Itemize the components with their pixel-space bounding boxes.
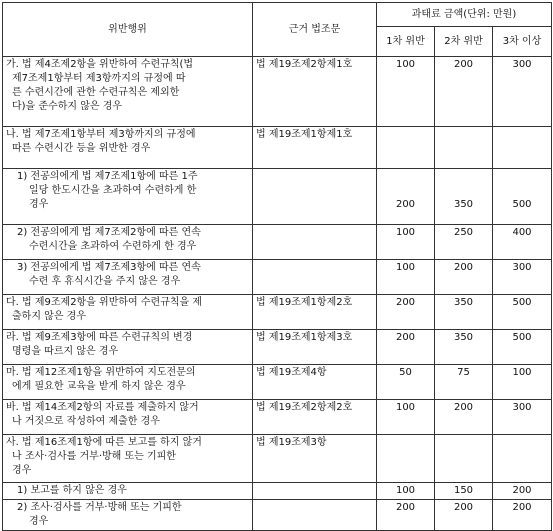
fine-first-cell xyxy=(377,127,435,169)
violation-cell xyxy=(3,127,253,169)
violation-text-line: 른 수련시간에 관한 수련규칙은 제외한 xyxy=(12,87,180,98)
header-first: 1차 위반 xyxy=(377,27,435,57)
header-fine: 과태료 금액(단위: 만원) xyxy=(377,3,552,27)
violation-text-line: 따른 수련시간 등을 위반한 경우 xyxy=(12,143,151,154)
fine-third-cell: 500 xyxy=(493,295,552,330)
fine-second-cell: 200 xyxy=(435,500,493,531)
fine-first-cell: 100 xyxy=(377,260,435,295)
violation-text-line: 1) 전공의에게 법 제7조제1항에 따른 1주 xyxy=(17,171,198,182)
violation-text-line: 다)을 준수하지 않은 경우 xyxy=(12,101,123,112)
violation-text-line: 에게 필요한 교육을 받게 하지 않은 경우 xyxy=(12,381,186,392)
table-row xyxy=(3,260,552,295)
fine-third-cell xyxy=(493,127,552,169)
law-cell xyxy=(253,225,377,260)
violation-cell xyxy=(3,483,253,500)
table-row xyxy=(3,127,552,169)
fine-first-cell: 100 xyxy=(377,400,435,435)
fine-third-cell xyxy=(493,435,552,483)
header-third: 3차 이상 xyxy=(493,27,552,57)
violation-cell xyxy=(3,169,253,225)
law-cell xyxy=(253,483,377,500)
fine-second-cell: 75 xyxy=(435,365,493,400)
violation-text-line: 나 거짓으로 작성하여 제출한 경우 xyxy=(12,416,160,427)
violation-text-line: 1) 보고를 하지 않은 경우 xyxy=(17,485,127,496)
fine-first-cell: 100 xyxy=(377,57,435,127)
fine-first-cell: 100 xyxy=(377,225,435,260)
violation-text-line: 제7조제1항부터 제3항까지의 규정에 따 xyxy=(12,73,186,84)
violation-text-line: 경우 xyxy=(29,199,49,210)
fine-table xyxy=(2,2,552,531)
fine-second-cell: 150 xyxy=(435,483,493,500)
violation-cell xyxy=(3,57,253,127)
violation-text-line: 사. 법 제16조제1항에 따른 보고를 하지 않거 xyxy=(6,437,202,448)
table-row xyxy=(3,57,552,127)
fine-second-cell: 250 xyxy=(435,225,493,260)
violation-cell xyxy=(3,435,253,483)
violation-text-line: 2) 조사·검사를 거부·방해 또는 기피한 xyxy=(17,502,182,513)
violation-cell xyxy=(3,365,253,400)
violation-cell xyxy=(3,225,253,260)
fine-second-cell: 200 xyxy=(435,57,493,127)
fine-first-cell: 200 xyxy=(377,500,435,531)
fine-third-cell: 200 xyxy=(493,483,552,500)
violation-text-line: 3) 전공의에게 법 제7조제3항에 따른 연속 xyxy=(17,262,201,273)
fine-second-cell: 350 xyxy=(435,330,493,365)
law-cell: 법 제19조제2항제2호 xyxy=(253,400,377,435)
header-violation: 위반행위 xyxy=(3,3,253,57)
violation-cell xyxy=(3,330,253,365)
table-row xyxy=(3,435,552,483)
violation-text-line: 출하지 않은 경우 xyxy=(12,311,86,322)
violation-text-line: 경우 xyxy=(12,465,32,476)
law-cell: 법 제19조제3항 xyxy=(253,435,377,483)
table-row xyxy=(3,365,552,400)
fine-third-cell: 200 xyxy=(493,500,552,531)
fine-third-cell: 300 xyxy=(493,260,552,295)
table-row xyxy=(3,330,552,365)
violation-cell xyxy=(3,500,253,531)
table-row xyxy=(3,225,552,260)
table-row xyxy=(3,400,552,435)
violation-text-line: 명령을 따르지 않은 경우 xyxy=(12,346,119,357)
fine-third-cell: 300 xyxy=(493,57,552,127)
violation-text-line: 라. 법 제9조제3항에 따른 수련규칙의 변경 xyxy=(6,332,193,343)
fine-second-cell: 200 xyxy=(435,400,493,435)
fine-third-cell: 500 xyxy=(493,169,552,225)
fine-first-cell: 200 xyxy=(377,330,435,365)
fine-table-container xyxy=(2,2,551,527)
fine-first-cell: 50 xyxy=(377,365,435,400)
fine-third-cell: 400 xyxy=(493,225,552,260)
table-row xyxy=(3,169,552,225)
fine-second-cell: 200 xyxy=(435,260,493,295)
law-cell xyxy=(253,260,377,295)
violation-text-line: 일당 한도시간을 초과하여 수련하게 한 xyxy=(29,185,197,196)
violation-text-line: 2) 전공의에게 법 제7조제2항에 따른 연속 xyxy=(17,227,201,238)
header-second: 2차 위반 xyxy=(435,27,493,57)
table-row xyxy=(3,500,552,531)
law-cell xyxy=(253,169,377,225)
header-law: 근거 법조문 xyxy=(253,3,377,57)
law-cell: 법 제19조제1항제3호 xyxy=(253,330,377,365)
fine-first-cell xyxy=(377,435,435,483)
fine-table-body xyxy=(3,57,552,531)
violation-text-line: 가. 법 제4조제2항을 위반하여 수련규칙(법 xyxy=(6,59,194,70)
fine-third-cell: 500 xyxy=(493,330,552,365)
fine-third-cell: 100 xyxy=(493,365,552,400)
fine-first-cell: 200 xyxy=(377,169,435,225)
violation-text-line: 마. 법 제12조제1항을 위반하여 지도전문의 xyxy=(6,367,196,378)
fine-first-cell: 200 xyxy=(377,295,435,330)
violation-text-line: 수련시간을 초과하여 수련하게 한 경우 xyxy=(29,241,197,252)
table-row xyxy=(3,483,552,500)
fine-second-cell: 350 xyxy=(435,295,493,330)
law-cell: 법 제19조제1항제1호 xyxy=(253,127,377,169)
law-cell: 법 제19조제1항제2호 xyxy=(253,295,377,330)
fine-first-cell: 100 xyxy=(377,483,435,500)
violation-text-line: 다. 법 제9조제2항을 위반하여 수련규칙을 제 xyxy=(6,297,203,308)
violation-cell xyxy=(3,260,253,295)
violation-text-line: 수련 후 휴식시간을 주지 않은 경우 xyxy=(29,276,181,287)
violation-text-line: 경우 xyxy=(29,516,49,527)
law-cell: 법 제19조제2항제1호 xyxy=(253,57,377,127)
fine-second-cell xyxy=(435,127,493,169)
fine-third-cell: 300 xyxy=(493,400,552,435)
fine-second-cell: 350 xyxy=(435,169,493,225)
law-cell xyxy=(253,500,377,531)
violation-text-line: 바. 법 제14조제2항의 자료를 제출하지 않거 xyxy=(6,402,199,413)
fine-second-cell xyxy=(435,435,493,483)
violation-cell xyxy=(3,295,253,330)
violation-text-line: 나 조사·검사를 거부·방해 또는 기피한 xyxy=(12,451,176,462)
law-cell: 법 제19조제4항 xyxy=(253,365,377,400)
violation-cell xyxy=(3,400,253,435)
table-row xyxy=(3,295,552,330)
violation-text-line: 나. 법 제7조제1항부터 제3항까지의 규정에 xyxy=(6,129,196,140)
